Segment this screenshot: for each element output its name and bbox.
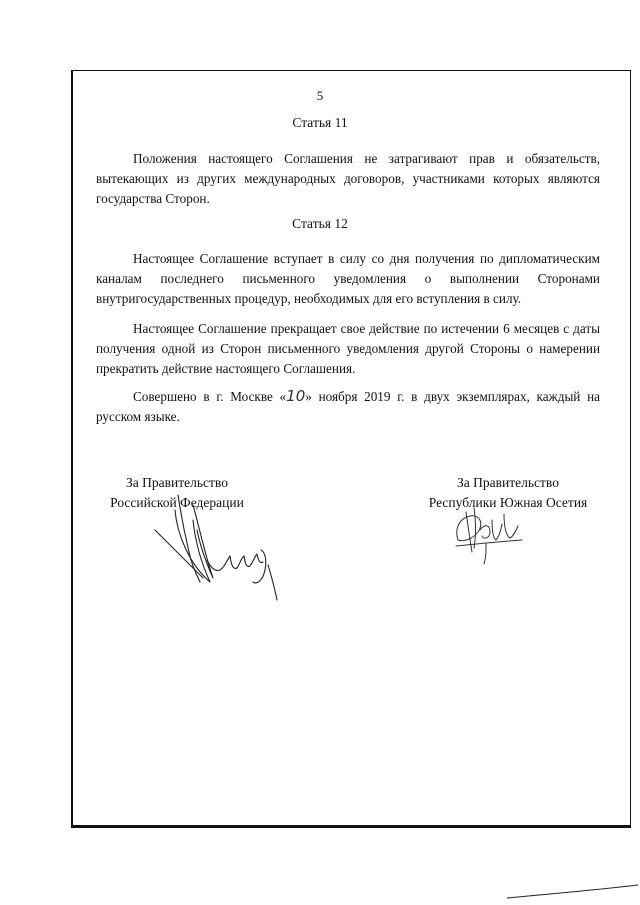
completion-statement [96,386,600,427]
signature-russia [145,490,285,605]
signatory-so-line1: За Правительство [457,475,559,490]
signature-south-ossetia [446,500,536,570]
page-number: 5 [316,88,324,103]
handwritten-day: 10 [286,387,306,405]
article-12-paragraph-1: Настоящее Соглашение вступает в силу со дня получения по дипломатическим каналам последнего письменного уведомления о выполнении Сторонами внутригосударственных процедур, необходимых для его вступления в силу. [96,251,600,306]
article-11-text: Положения настоящего Соглашения не затрагивают прав и обязательств, вытекающих из других международных договоров, участниками которых являются государства Сторон. [96,151,600,206]
article-12-heading: Статья 12 [292,216,348,231]
article-12-paragraph-2: Настоящее Соглашение прекращает свое действие по истечении 6 месяцев с даты получения одной из Сторон письменного уведомления другой Стороны о намерении прекратить действие настоящего Соглашения. [96,321,600,376]
stray-pen-line [505,880,640,905]
signatory-so-line2: Республики Южная Осетия [428,495,588,510]
signatory-russia-line1: За Правительство [126,475,228,490]
completion-suffix: » ноября 2019 г. в двух экземплярах, каждый на русском языке. [96,389,600,424]
completion-prefix: Совершено в г. Москве « [133,389,287,404]
article-11-heading: Статья 11 [292,115,348,130]
signatory-russia-line2: Российской Федерации [110,495,244,510]
